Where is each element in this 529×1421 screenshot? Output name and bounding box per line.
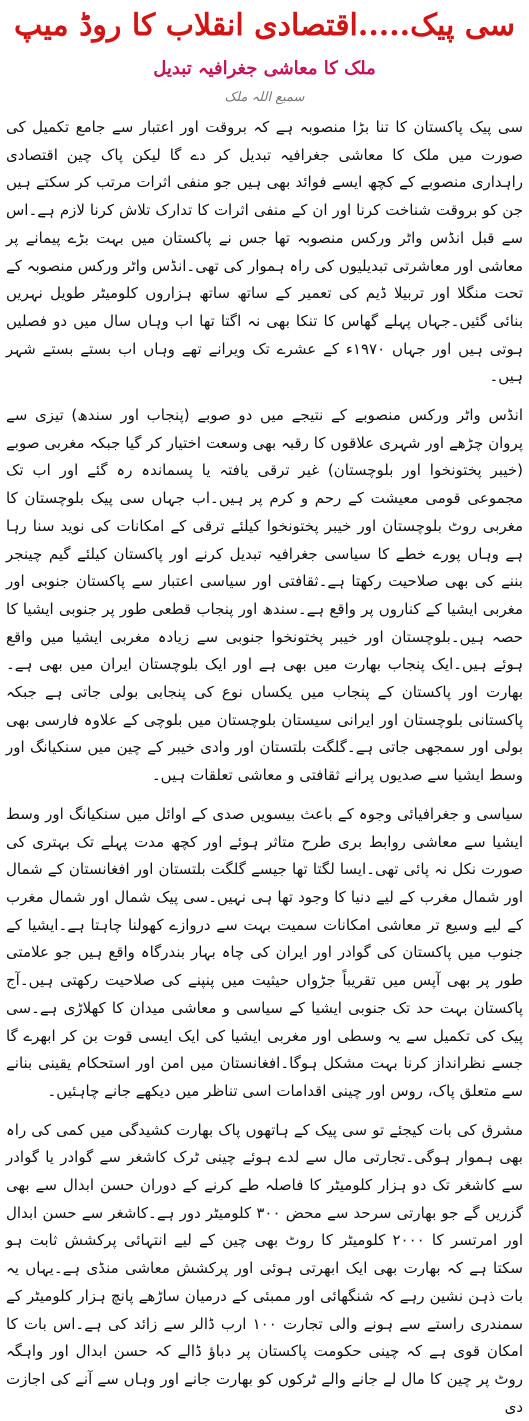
- paragraph: مشرق کی بات کیجئے تو سی پیک کے ہاتھوں پاک بھارت کشیدگی میں کمی کی راہ بھی ہموار ہوگی۔تجارتی مال سے لدے ہوئے چینی ٹرک کاشغر سے گوادر یا گوادر سے کاشغر تک دو ہزار کلومیٹر کا فاصلہ طے کرنے کے دوران حسن ابدال سے بھی گزریں گے جو بھارتی سرحد سے محض ۳۰۰ کلومیٹر دور ہے۔کاشغر سے حسن ابدال اور امرتسر کا ۲۰۰۰ کلومیٹر کا روٹ بھی چین کے لیے انتہائی پرکشش ثابت ہو سکتا ہے کہ بھارت بھی ایک ابھرتی ہوئی اور پرکشش معاشی منڈی ہے۔یہاں یہ بات ذہن نشین رہے کہ شنگھائی اور ممبئی کے درمیان ساڑھے پانچ ہزار کلومیٹر کے سمندری راستے سے ہونے والی تجارت ۱۰۰ ارب ڈالر سے زائد کی ہے۔اس بات کا امکان قوی ہے کہ چینی حکومت پاکستان پر دباؤ ڈالے کہ حسن ابدال اور واہگہ روٹ پر چین کا مال لے جانے والے ٹرکوں کو بھارت جانے اور وہاں سے آنے کی اجازت دی: [6, 1120, 523, 1416]
- subheadline: ملک کا معاشی جغرافیہ تبدیل: [153, 58, 376, 79]
- article-body: [6, 114, 523, 1416]
- headline: سی پیک.....اقتصادی انقلاب کا روڈ میپ: [14, 8, 515, 43]
- paragraph: سی پیک پاکستان کا تنا بڑا منصوبہ ہے کہ بروقت اور اعتبار سے جامع تکمیل کی صورت میں ملک کا معاشی جغرافیہ تبدیل کر دے گا لیکن پاک چین اقتصادی راہداری منصوبے کے کچھ ایسے فوائد بھی ہیں جو منفی اثرات مرتب کر سکتے ہیں جن کو بروقت شناخت کرنا اور ان کے منفی اثرات کا تدارک تلاش کرنا لازم ہے۔اس سے قبل انڈس واٹر ورکس منصوبہ تھا جس نے پاکستان میں بہت بڑے پیمانے پر معاشی اور معاشرتی تبدیلیوں کی راہ ہموار کی تھی۔انڈس واٹر ورکس منصوبہ کے تحت منگلا اور تربیلا ڈیم کی تعمیر کے ساتھ ساتھ ہزاروں کلومیٹر طویل نہریں بنائی گئیں۔جہاں پہلے گھاس کا تنکا بھی نہ اگتا تھا اب وہاں سال میں دو فصلیں ہوتی ہیں اور جہاں ۱۹۷۰ء کے عشرے تک ویرانے تھے وہاں اب بستے بستے شہر ہیں۔: [6, 118, 523, 386]
- paragraph: انڈس واٹر ورکس منصوبے کے نتیجے میں دو صوبے (پنجاب اور سندھ) تیزی سے پروان چڑھے اور شہری علاقوں کا رقبہ بھی وسعت اختیار کر گیا جبکہ مغربی صوبے (خیبر پختونخوا اور بلوچستان) غیر ترقی یافتہ یا پسماندہ رہ گئے اور اب تک مجموعی قومی معیشت کے رحم و کرم پر ہیں۔اب جہاں سی پیک بلوچستان کا مغربی روٹ بلوچستان اور خیبر پختونخوا کیلئے ترقی کے امکانات کی نوید سنا رہا ہے وہاں پورے خطے کا سیاسی جغرافیہ تبدیل کرنے اور پاکستان کیلئے گیم چینجر بننے کی بھی صلاحیت رکھتا ہے۔ثقافتی اور سیاسی اعتبار سے پاکستان جنوبی اور مغربی ایشیا کے کناروں پر واقع ہے۔سندھ اور پنجاب قطعی طور پر جنوبی ایشیا کا حصہ ہیں۔بلوچستان اور خیبر پختونخوا جنوبی سے زیادہ مغربی ایشیا میں واقع ہوئے ہیں۔ایک پنجاب بھارت میں بھی ہے اور ایک بلوچستان ایران میں بھی ہے۔بھارت اور پاکستان کے پنجاب میں یکساں نوع کی پنجابی بولی جاتی ہے جبکہ پاکستانی بلوچستان اور ایرانی سیستان بلوچستان میں بلوچی کے علاوہ فارسی بھی بولی اور سمجھی جاتی ہے۔گلگت بلتستان اور وادی خیبر کے چین میں سنکیانگ اور وسط ایشیا سے صدیوں پرانے ثقافتی و معاشی تعلقات ہیں۔: [6, 406, 523, 785]
- paragraph: سیاسی و جغرافیائی وجوہ کے باعث بیسویں صدی کے اوائل میں سنکیانگ اور وسط ایشیا سے معاشی روابط بری طرح متاثر ہوئے اور کچھ مدت پہلے تک بہتری کی صورت نکل نہ پائی تھی۔ایسا لگتا تھا جیسے گلگت بلتستان اور افغانستان کے شمال اور شمال مغرب کے لیے دنیا کا وجود تھا ہی نہیں۔سی پیک شمال اور شمال مغرب کے لیے وسیع تر معاشی امکانات سمیت بہت سے دروازے کھولنا چاہتا ہے۔ایشیا کے جنوب میں پاکستان کی گوادر اور ایران کی چاہ بہار بندرگاہ واقع ہیں جو علامتی طور پر بھی آپس میں تقریباً جڑواں حیثیت میں پنپنے کی صلاحیت رکھتی ہیں۔آج پاکستان بہت حد تک جنوبی ایشیا کے سیاسی و معاشی میدان کا کھلاڑی ہے۔سی پیک کی تکمیل سے یہ وسطی اور مغربی ایشیا کی ایک ایسی قوت بن کر ابھرے گا جسے نظرانداز کرنا بہت مشکل ہوگا۔افغانستان میں امن اور استحکام یقینی بنانے سے متعلق پاک، روس اور چینی اقدامات اسی تناظر میں دیکھے جانے چاہئیں۔: [6, 804, 523, 1100]
- author-byline: سمیع اللہ ملک: [224, 90, 305, 105]
